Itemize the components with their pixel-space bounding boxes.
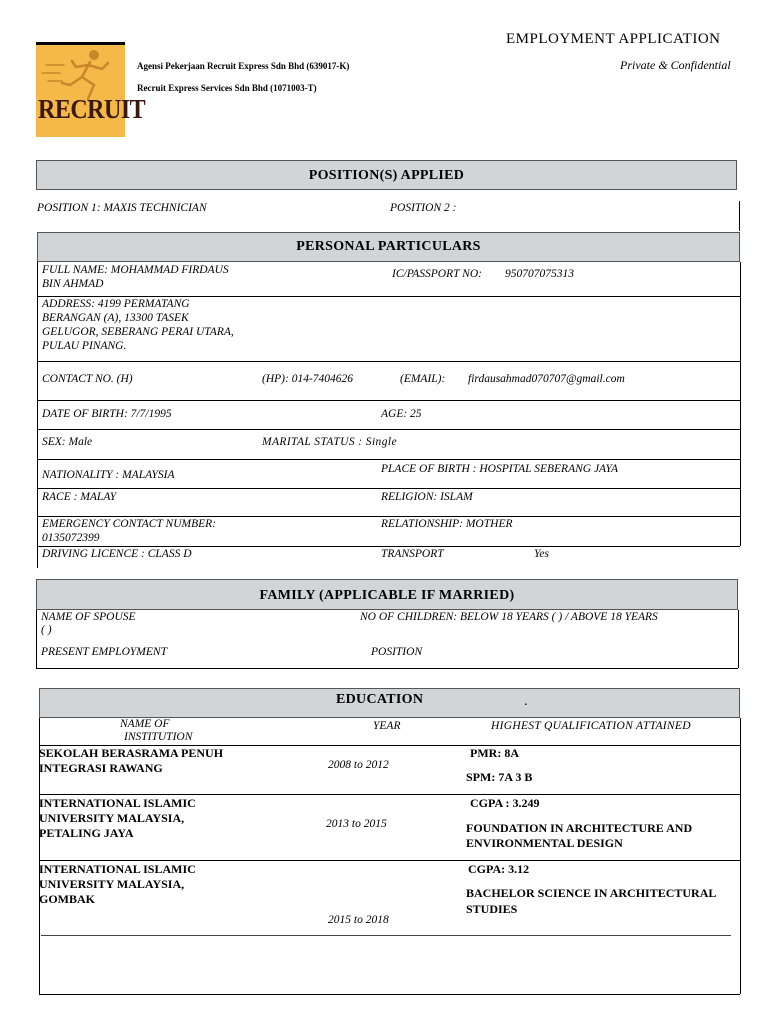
children-count-cont: ( ): [41, 624, 52, 636]
divider: [37, 296, 740, 297]
ic-value: 950707075313: [505, 268, 574, 280]
transport-label: TRANSPORT: [381, 548, 444, 560]
edu-row-2-institution-l2: UNIVERSITY MALAYSIA,: [39, 811, 185, 825]
family-right-border: [738, 610, 739, 668]
edu-row-1-institution-l1: SEKOLAH BERASRAMA PENUH: [39, 746, 224, 760]
address-line1: ADDRESS: 4199 PERMATANG: [42, 298, 190, 310]
edu-row-2-qual-l1: CGPA : 3.249: [470, 796, 540, 810]
nationality: NATIONALITY : MALAYSIA: [42, 469, 175, 481]
position1-field: POSITION 1: MAXIS TECHNICIAN: [37, 202, 207, 214]
address-line2: BERANGAN (A), 13300 TASEK: [42, 312, 189, 324]
edu-row-1-year: 2008 to 2012: [328, 759, 389, 771]
education-right-border: [740, 718, 741, 994]
ic-label: IC/PASSPORT NO:: [392, 268, 482, 280]
edu-row-3-institution-l2: UNIVERSITY MALAYSIA,: [39, 877, 185, 891]
date-of-birth: DATE OF BIRTH: 7/7/1995: [42, 408, 172, 420]
education-heading: [39, 688, 740, 718]
agency-name-line1: Agensi Pekerjaan Recruit Express Sdn Bhd (639017-K): [137, 61, 350, 71]
edu-row-2-year: 2013 to 2015: [326, 818, 387, 830]
marital-status: MARITAL STATUS : Single: [262, 436, 397, 448]
document-title: EMPLOYMENT APPLICATION: [506, 31, 721, 47]
religion: RELIGION: ISLAM: [381, 491, 473, 503]
logo-text: RECRUIT: [38, 94, 146, 125]
contact-hp: (HP): 014-7404626: [262, 373, 354, 385]
col-institution-l1: NAME OF: [120, 718, 170, 730]
position2-field: POSITION 2 :: [390, 202, 457, 214]
edu-row-3-institution-l1: INTERNATIONAL ISLAMIC: [39, 862, 196, 876]
present-employment-label: PRESENT EMPLOYMENT: [41, 646, 167, 658]
edu-row-3-year: 2015 to 2018: [328, 914, 389, 926]
divider: [37, 516, 740, 517]
positions-heading-text: POSITION(S) APPLIED: [308, 168, 465, 183]
family-position-label: POSITION: [371, 646, 423, 658]
divider: [37, 459, 740, 460]
divider: [37, 400, 740, 401]
document-subtitle: Private & Confidential: [620, 58, 731, 72]
family-bottom-border: [36, 668, 738, 669]
agency-name-line2: Recruit Express Services Sdn Bhd (1071003-T): [137, 83, 317, 93]
edu-row-1-institution-l2: INTEGRASI RAWANG: [39, 761, 163, 775]
family-heading-text: FAMILY (APPLICABLE IF MARRIED): [259, 588, 515, 603]
driving-licence: DRIVING LICENCE : CLASS D: [42, 548, 192, 560]
recruit-logo: [36, 42, 146, 137]
personal-heading: [37, 232, 740, 262]
education-heading-text: EDUCATION: [336, 692, 424, 707]
divider: [41, 935, 731, 936]
email-value: firdausahmad070707@gmail.com: [468, 373, 625, 385]
personal-left-border: [37, 262, 38, 568]
education-heading-dot: .: [524, 694, 528, 709]
family-left-border: [36, 610, 37, 668]
personal-heading-text: PERSONAL PARTICULARS: [296, 239, 481, 254]
edu-row-3-qual-l3: STUDIES: [466, 902, 518, 916]
edu-row-1-qual-l2: SPM: 7A 3 B: [466, 770, 533, 784]
edu-row-2-institution-l1: INTERNATIONAL ISLAMIC: [39, 796, 196, 810]
divider: [37, 429, 740, 430]
positions-border: [739, 201, 740, 231]
edu-row-2-institution-l3: PETALING JAYA: [39, 826, 134, 840]
full-name-line1: FULL NAME: MOHAMMAD FIRDAUS: [42, 264, 229, 276]
divider: [37, 488, 740, 489]
col-qualification: HIGHEST QUALIFICATION ATTAINED: [491, 720, 691, 732]
spouse-name-label: NAME OF SPOUSE: [41, 611, 136, 623]
transport-value: Yes: [534, 548, 549, 560]
relationship: RELATIONSHIP: MOTHER: [381, 518, 513, 530]
edu-row-3-institution-l3: GOMBAK: [39, 892, 95, 906]
edu-row-3-qual-l1: CGPA: 3.12: [468, 862, 530, 876]
divider: [37, 546, 740, 547]
contact-home-label: CONTACT NO. (H): [42, 373, 133, 385]
edu-row-3-qual-l2: BACHELOR SCIENCE IN ARCHITECTURAL: [466, 886, 717, 900]
divider: [39, 860, 740, 861]
address-line3: GELUGOR, SEBERANG PERAI UTARA,: [42, 326, 234, 338]
divider: [39, 794, 740, 795]
address-line4: PULAU PINANG.: [42, 340, 127, 352]
education-bottom-border: [39, 994, 740, 995]
edu-row-1-qual-l1: PMR: 8A: [470, 746, 519, 760]
edu-row-2-qual-l2: FOUNDATION IN ARCHITECTURE AND: [466, 821, 693, 835]
place-of-birth: PLACE OF BIRTH : HOSPITAL SEBERANG JAYA: [381, 463, 619, 475]
emergency-contact-label: EMERGENCY CONTACT NUMBER:: [42, 518, 216, 530]
positions-heading: [36, 160, 737, 190]
personal-right-border: [740, 262, 741, 546]
col-institution-l2: INSTITUTION: [124, 731, 193, 743]
col-year: YEAR: [373, 720, 401, 732]
emergency-contact-value: 0135072399: [42, 532, 100, 544]
age: AGE: 25: [381, 408, 422, 420]
email-label: (EMAIL):: [400, 373, 446, 385]
children-count-label: NO OF CHILDREN: BELOW 18 YEARS ( ) / ABOVE 18 YEARS: [360, 611, 658, 623]
race: RACE : MALAY: [42, 491, 117, 503]
edu-row-2-qual-l3: ENVIRONMENTAL DESIGN: [466, 836, 623, 850]
full-name-line2: BIN AHMAD: [42, 278, 104, 290]
sex: SEX: Male: [42, 436, 93, 448]
divider: [37, 361, 740, 362]
family-heading: [36, 579, 738, 610]
